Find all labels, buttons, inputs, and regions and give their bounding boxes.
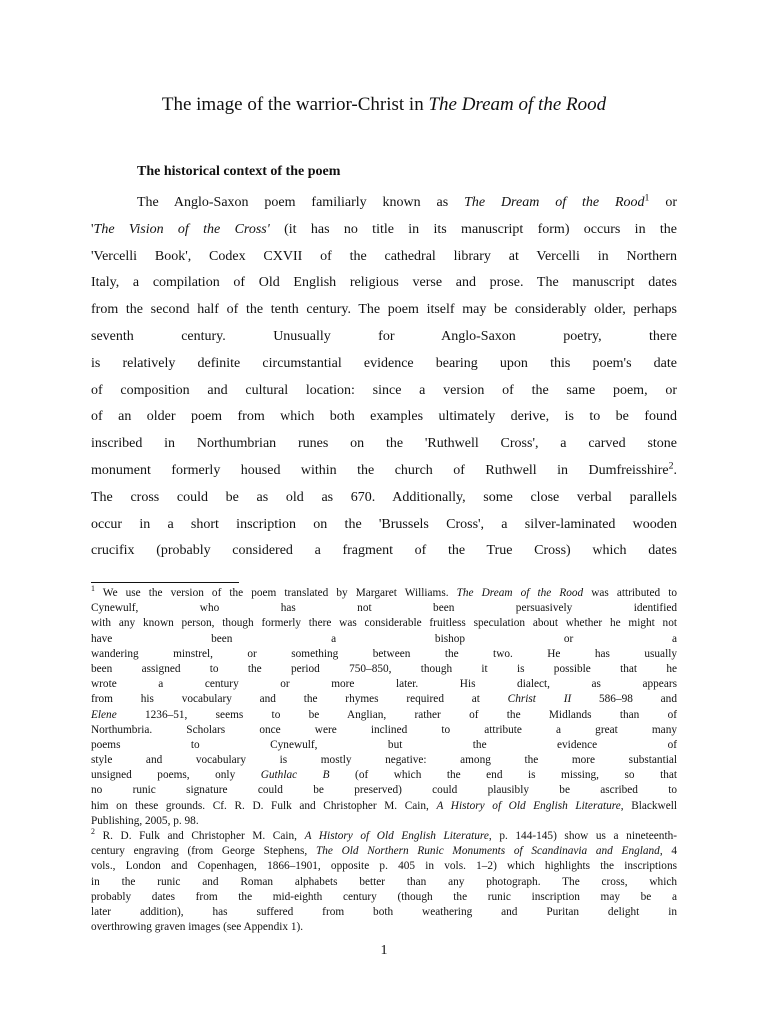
body-line — [91, 378, 677, 405]
text-run: Cynewulf, who has not been persuasively identified — [91, 602, 677, 615]
text-run: Christ II — [507, 693, 572, 706]
footnote-line — [91, 662, 677, 677]
text-run: no runic signature could be preserved) could plausibly be ascribed to — [91, 784, 677, 797]
text-run: ' — [91, 221, 94, 237]
body-line — [91, 324, 677, 351]
text-run: The Old Northern Runic Monuments of Scandinavia and England — [315, 845, 660, 858]
text-run: wrote a century or more later. His dialect, as appears — [91, 678, 677, 691]
body-line — [91, 351, 677, 378]
text-run: The Vision of the Cross' — [93, 221, 270, 237]
footnote-marker: 2 — [91, 827, 95, 837]
footnote-marker: 1 — [644, 192, 650, 204]
page-number: 1 — [380, 943, 388, 958]
footnote-line — [91, 616, 677, 631]
footnote-marker: 1 — [91, 584, 95, 594]
text-run: 1236–51, seems to be Anglian, rather of the Midlands than of — [116, 708, 677, 721]
text-run: We use the version of the poem translated by Margaret Williams. — [94, 587, 457, 599]
body-line — [91, 431, 677, 458]
footnote-separator — [91, 582, 239, 583]
text-run: with any known person, though formerly there was considerable fruitless speculation about whether he might not — [91, 617, 677, 630]
body-line — [91, 270, 677, 297]
body-line — [91, 297, 677, 324]
footnote-line — [91, 890, 677, 905]
footnote-line — [91, 783, 677, 798]
footnote-line — [91, 647, 677, 662]
footnote-line — [91, 601, 677, 616]
text-run: The Anglo-Saxon poem familiarly known as — [137, 195, 465, 210]
footnote-line — [91, 586, 677, 601]
text-run: later addition), has suffered from both weathering and Puritan delight in — [91, 905, 677, 918]
body-line — [91, 512, 677, 539]
body-line — [91, 190, 677, 217]
text-run: seventh century. Unusually for Anglo-Saxon poetry, there — [91, 328, 677, 344]
text-run: . — [673, 462, 677, 478]
footnote-line — [91, 632, 677, 647]
body-line — [91, 485, 677, 512]
text-run: Northumbria. Scholars once were inclined to attribute a great many — [91, 723, 677, 736]
text-run: from his vocabulary and the rhymes required at — [91, 693, 508, 706]
text-run: overthrowing graven images (see Appendix 1). — [91, 921, 304, 934]
text-run: from the second half of the tenth century. The poem itself may be considerably older, perhaps — [91, 302, 677, 318]
text-run: 586–98 and — [571, 693, 677, 706]
text-run: The Dream of the Rood — [464, 195, 645, 210]
footnote-line — [91, 723, 677, 738]
footnote-marker: 2 — [668, 460, 674, 472]
text-run: Guthlac B — [260, 769, 330, 782]
text-run: , Blackwell — [620, 799, 677, 812]
footnote-line — [91, 708, 677, 723]
text-run: style and vocabulary is mostly negative: among the more substantial — [91, 754, 677, 767]
text-run: or — [649, 195, 677, 210]
footnote-line — [91, 814, 677, 829]
text-run: (of which the end is missing, so that — [329, 769, 678, 782]
footnote-line — [91, 844, 677, 859]
footnote-line — [91, 875, 677, 890]
text-run: monument formerly housed within the church of Ruthwell in Dumfreisshire — [91, 462, 669, 478]
body-line — [91, 244, 677, 271]
footnote-line — [91, 753, 677, 768]
text-run: in the runic and Roman alphabets better than any photograph. The cross, which — [91, 875, 677, 888]
footnote-line — [91, 692, 677, 707]
body-line — [91, 458, 677, 485]
text-run: vols., London and Copenhagen, 1866–1901, opposite p. 405 in vols. 1–2) which highlights the inscriptions — [91, 860, 677, 873]
text-run: of an older poem from which both examples ultimately derive, is to be found — [91, 409, 677, 425]
text-run: is relatively definite circumstantial evidence bearing upon this poem's date — [91, 355, 677, 371]
text-run: A History of Old English Literature — [436, 799, 621, 812]
page-title — [0, 93, 768, 117]
body-text — [91, 190, 677, 565]
footnote-line — [91, 799, 677, 814]
text-run: , p. 144-145) show us a nineteenth- — [488, 830, 677, 842]
text-run: crucifix (probably considered a fragment of the True Cross) which dates — [91, 543, 677, 559]
body-line — [91, 538, 677, 565]
footnote-line — [91, 920, 677, 935]
footnote-line — [91, 768, 677, 783]
text-run: of composition and cultural location: since a version of the same poem, or — [91, 382, 677, 398]
footnotes — [91, 586, 677, 935]
text-run: unsigned poems, only — [91, 769, 261, 782]
text-run: , 4 — [659, 845, 678, 858]
body-line — [91, 404, 677, 431]
text-run: probably dates from the mid-eighth century (though the runic inscription may be a — [91, 890, 677, 903]
text-run: occur in a short inscription on the 'Brussels Cross', a silver-laminated wooden — [91, 516, 677, 532]
text-run: inscribed in Northumbrian runes on the 'Ruthwell Cross', a carved stone — [91, 436, 677, 452]
body-line — [91, 217, 677, 244]
text-run: Elene — [91, 708, 117, 721]
text-run: been assigned to the period 750–850, though it is possible that he — [91, 662, 677, 675]
footnote-line — [91, 738, 677, 753]
text-run: him on these grounds. Cf. R. D. Fulk and Christopher M. Cain, — [91, 799, 437, 812]
text-run: R. D. Fulk and Christopher M. Cain, — [94, 830, 305, 842]
text-run: was attributed to — [583, 587, 677, 599]
text-run: century engraving (from George Stephens, — [91, 845, 316, 858]
footnote-line — [91, 677, 677, 692]
footnote-line — [91, 859, 677, 874]
text-run: The cross could be as old as 670. Additionally, some close verbal parallels — [91, 489, 677, 505]
section-heading: The historical context of the poem — [137, 164, 341, 179]
title-main: The image of the warrior-Christ in — [161, 94, 429, 115]
text-run: A History of Old English Literature — [304, 830, 489, 842]
footnote-line — [91, 829, 677, 844]
text-run: 'Vercelli Book', Codex CXVII of the cathedral library at Vercelli in Northern — [91, 248, 677, 264]
footnote-line — [91, 905, 677, 920]
title-italic: The Dream of the Rood — [428, 94, 607, 115]
text-run: wandering minstrel, or something between the two. He has usually — [91, 647, 677, 660]
text-run: Publishing, 2005, p. 98. — [91, 814, 199, 827]
text-run: Italy, a compilation of Old English religious verse and prose. The manuscript dates — [91, 275, 677, 291]
text-run: The Dream of the Rood — [456, 587, 584, 599]
text-run: (it has no title in its manuscript form) occurs in the — [269, 221, 678, 237]
text-run: poems to Cynewulf, but the evidence of — [91, 738, 677, 751]
text-run: have been a bishop or a — [91, 632, 677, 645]
